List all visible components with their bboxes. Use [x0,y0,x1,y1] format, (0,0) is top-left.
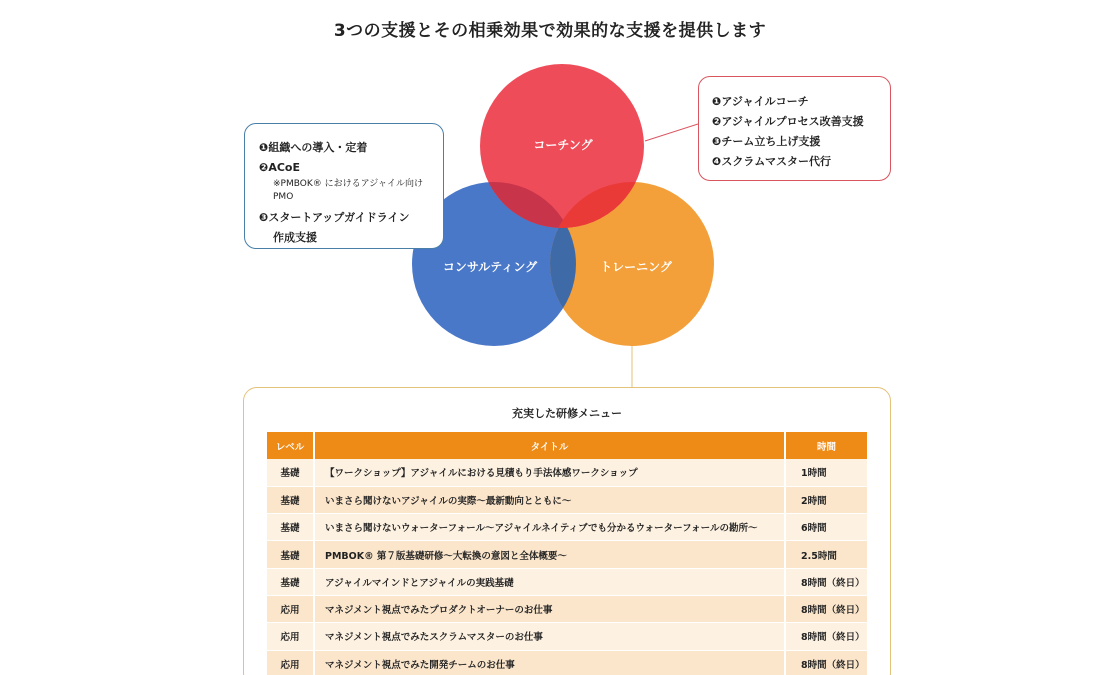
consulting-item-2-note: ※PMBOK® におけるアジャイル向けPMO [273,179,424,202]
row-title: マネジメント視点でみたスクラムマスターのお仕事 [314,623,785,650]
header-time: 時間 [785,432,867,459]
coaching-services-box [698,76,891,181]
row-level: 応用 [267,650,314,675]
coaching-connector [645,124,698,141]
table-row [267,459,867,486]
row-title: 【ワークショップ】アジャイルにおける見積もり手法体感ワークショップ [314,459,785,486]
training-label: トレーニング [600,260,672,274]
row-title: アジャイルマインドとアジャイルの実践基礎 [314,568,785,595]
consulting-label: コンサルティング [442,260,538,274]
coaching-item-2: ❷アジャイルプロセス改善支援 [712,115,864,128]
consulting-item-2: ❷ACoE [259,161,300,174]
table-row [267,595,867,622]
row-title: マネジメント視点でみたプロダクトオーナーのお仕事 [314,595,785,622]
header-level: レベル [267,432,314,459]
training-menu-table [267,432,867,675]
table-row [267,486,867,513]
row-level: 基礎 [267,568,314,595]
row-level: 基礎 [267,541,314,568]
row-title: マネジメント視点でみた開発チームのお仕事 [314,650,785,675]
row-level: 基礎 [267,486,314,513]
row-level: 基礎 [267,514,314,541]
row-time: 8時間（終日） [785,595,867,622]
coaching-item-3: ❸チーム立ち上げ支援 [712,135,821,148]
row-time: 8時間（終日） [785,623,867,650]
table-row [267,568,867,595]
row-title: PMBOK® 第７版基礎研修～大転換の意図と全体概要～ [314,541,785,568]
page-title: 3つの支援とその相乗効果で効果的な支援を提供します [333,21,767,41]
training-menu-title: 充実した研修メニュー [512,407,622,420]
row-time: 2時間 [785,486,867,513]
row-time: 8時間（終日） [785,650,867,675]
coaching-item-1: ❶アジャイルコーチ [712,95,809,108]
row-title: いまさら聞けないアジャイルの実際～最新動向とともに～ [314,486,785,513]
table-row [267,514,867,541]
header-title: タイトル [314,432,785,459]
table-row [267,541,867,568]
row-title: いまさら聞けないウォーターフォール～アジャイルネイティブでも分かるウォーターフォールの勘所～ [314,514,785,541]
table-row [267,650,867,675]
training-menu-panel [243,387,891,675]
row-level: 応用 [267,595,314,622]
coaching-item-4: ❹スクラムマスター代行 [712,155,831,168]
coaching-label: コーチング [533,138,593,152]
row-level: 基礎 [267,459,314,486]
row-level: 応用 [267,623,314,650]
consulting-item-3: ❸スタートアップガイドライン [259,211,410,224]
row-time: 1時間 [785,459,867,486]
consulting-item-3-cont: 作成支援 [273,231,317,244]
table-header-row [267,432,867,459]
row-time: 2.5時間 [785,541,867,568]
row-time: 8時間（終日） [785,568,867,595]
consulting-item-1: ❶組織への導入・定着 [259,141,368,154]
table-row [267,623,867,650]
row-time: 6時間 [785,514,867,541]
consulting-services-box [244,123,444,249]
